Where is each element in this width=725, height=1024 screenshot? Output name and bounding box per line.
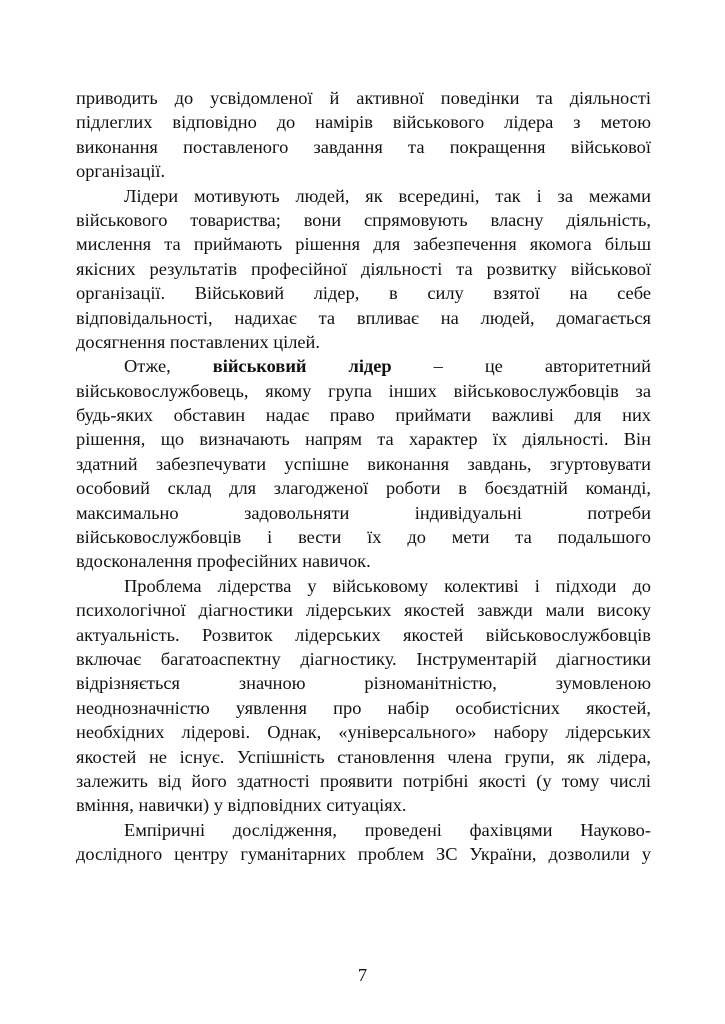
text-line: вміння, навички) у відповідних ситуаціях.: [76, 795, 407, 816]
paragraph: [76, 184, 651, 355]
text-line: психологічної діагностики лідерських якостей завжди мали високу: [76, 600, 651, 621]
text-line: особовий склад для злагодженої роботи в боєздатній команді,: [76, 478, 651, 499]
text-line: Емпіричні дослідження, проведені фахівцями Науково-: [124, 819, 651, 840]
text-line: мислення та приймають рішення для забезпечення якомога більш: [76, 234, 651, 255]
paragraph: [76, 354, 651, 574]
text-line: максимально задовольняти індивідуальні потреби: [76, 502, 651, 523]
text-line: організації.: [76, 161, 166, 182]
text-line: якостей не існує. Успішність становлення члена групи, як лідера,: [76, 746, 651, 767]
text-line: [76, 354, 651, 378]
text-line: вдосконалення професійних навичок.: [76, 551, 371, 572]
text-line: Проблема лідерства у військовому колективі і підходи до: [124, 575, 651, 596]
text-line: включає багатоаспектну діагностику. Інструментарій діагностики: [76, 648, 651, 669]
text-line: військовослужбовець, якому група інших військовослужбовців за: [76, 380, 651, 401]
text-line: Лідери мотивують людей, як всередині, так і за межами: [124, 185, 651, 206]
text-line: рішення, що визначають напрям та характер їх діяльності. Він: [76, 429, 651, 450]
defined-term: військовий лідер: [212, 356, 392, 377]
text-line: будь-яких обставин надає право приймати важливі для них: [76, 405, 651, 426]
text-line: досягнення поставлених цілей.: [76, 331, 320, 352]
paragraph: [76, 86, 651, 184]
paragraph: [76, 574, 651, 818]
text-line: військовослужбовців і вести їх до мети та подальшого: [76, 527, 651, 548]
text-line: актуальність. Розвиток лідерських якостей військовослужбовців: [76, 624, 651, 645]
text-line: дослідного центру гуманітарних проблем ЗС України, дозволили у: [76, 844, 651, 865]
text-line: якісних результатів професійної діяльності та розвитку військової: [76, 258, 651, 279]
paragraph: [76, 818, 651, 867]
text-line: військового товариства; вони спрямовують власну діяльність,: [76, 209, 651, 230]
text-line: неоднозначністю уявлення про набір особистісних якостей,: [76, 697, 651, 718]
text-line: виконання поставленого завдання та покращення військової: [76, 136, 651, 157]
text-line: здатний забезпечувати успішне виконання завдань, згуртовувати: [76, 453, 651, 474]
text-line: необхідних лідерові. Однак, «універсального» набору лідерських: [76, 722, 651, 743]
text-line: приводить до усвідомленої й активної поведінки та діяльності: [76, 88, 651, 108]
text-line: відрізняється значною різноманітністю, зумовленою: [76, 673, 651, 694]
text-line: відповідальності, надихає та впливає на людей, домагається: [76, 307, 651, 328]
page-number: 7: [357, 965, 368, 985]
page-body: [76, 86, 651, 867]
text-line: організації. Військовий лідер, в силу взятої на себе: [76, 283, 651, 304]
text-line: залежить від його здатності проявити потрібні якості (у тому числі: [76, 770, 651, 791]
text-run: – це авторитетний: [433, 356, 651, 377]
text-run: Отже,: [124, 356, 171, 377]
text-line: підлеглих відповідно до намірів військового лідера з метою: [76, 112, 651, 133]
